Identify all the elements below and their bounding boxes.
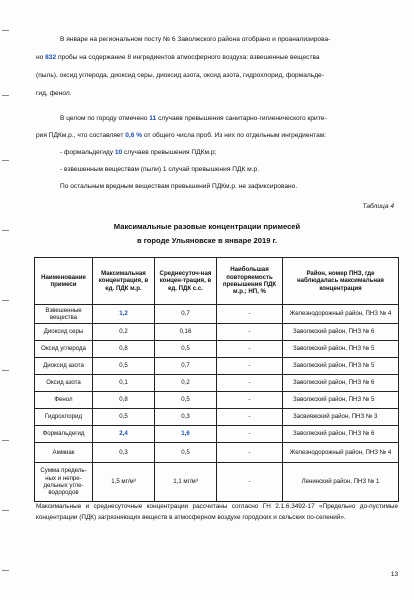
paragraph-2: В целом по городу отмечено 11 случаев превышения санитарно-гигиенического крите- (60, 115, 327, 122)
cell-max: 0,5 (93, 358, 155, 375)
cell-np: - (217, 358, 283, 375)
cell-max: 2,4 (93, 426, 155, 443)
cell-np: - (217, 392, 283, 409)
cell-max: 0,2 (93, 324, 155, 341)
cell-avg: 0,7 (155, 358, 217, 375)
table-caption: Таблица 4 (362, 203, 394, 210)
cell-district: Заволжский район, ПНЗ № 5 (283, 358, 399, 375)
cell-district: Заволжский район, ПНЗ № 5 (283, 392, 399, 409)
cell-substance: Взвешенные вещества (35, 305, 93, 324)
table-title-line-1: Максимальные разовые концентрации примесей (113, 222, 301, 231)
cell-substance: Сумма предель-ных и непре-дельных угле-водородов (35, 463, 93, 502)
cell-max: 0,8 (93, 392, 155, 409)
cell-substance: Диоксид серы (35, 324, 93, 341)
cell-district: Ленинский район, ПНЗ № 1 (283, 463, 399, 502)
cell-avg: 0,3 (155, 409, 217, 426)
cell-avg: 1,1 мг/м³ (155, 463, 217, 502)
table-row (35, 341, 399, 358)
paragraph-1: В январе на региональном посту № 6 Заволжского района отобрано и проанализирова- (60, 36, 331, 43)
paragraph-1-line-3: (пыль), оксид углерода, диоксид серы, диоксид азота, оксид азота, гидрохлорид, формальде- (36, 72, 324, 79)
cell-substance: Диоксид азота (35, 358, 93, 375)
cell-max: 0,3 (93, 443, 155, 463)
cell-avg: 0,2 (155, 375, 217, 392)
cell-avg: 0,7 (155, 305, 217, 324)
header-np: Наибольшая повторяемость превышения ПДК м.р.; НП, % (217, 258, 283, 305)
cell-substance: Гидрохлорид (35, 409, 93, 426)
paragraph-1-line-2: но 832 пробы на содержание 8 ингредиентов атмосферного воздуха: взвешенные вещества (36, 54, 320, 61)
cell-max: 0,5 (93, 409, 155, 426)
cell-max: 0,1 (93, 375, 155, 392)
footnote: Максимальные и среднесуточные концентрации рассчитаны согласно ГН 2.1.6.3492-17 «Предельно до-пустимые концентрации (ПДК) загрязняющих веществ в атмосферном воздухе городских и сельских по-селений». (36, 503, 398, 521)
cell-max: 1,2 (93, 305, 155, 324)
cell-avg: 0,16 (155, 324, 217, 341)
header-max: Максимальная концентрация, в ед. ПДК м.р. (93, 258, 155, 305)
cell-substance: Аммиак (35, 443, 93, 463)
cell-avg: 0,5 (155, 392, 217, 409)
binding-edge (0, 0, 12, 600)
cell-substance: Формальдегид (35, 426, 93, 443)
cell-substance: Фенол (35, 392, 93, 409)
cell-np: - (217, 305, 283, 324)
cell-district: Засвияжский район, ПНЗ № 3 (283, 409, 399, 426)
paragraph-1-line-4: гид, фенол. (36, 90, 72, 97)
table-row (35, 392, 399, 409)
table-header-row (35, 258, 399, 305)
cell-substance: Оксид углерода (35, 341, 93, 358)
table-row (35, 375, 399, 392)
cell-np: - (217, 409, 283, 426)
cell-np: - (217, 341, 283, 358)
table-row (35, 463, 399, 502)
cell-avg: 0,5 (155, 341, 217, 358)
cell-district: Заволжский район, ПНЗ № 6 (283, 426, 399, 443)
concentration-table (34, 257, 399, 502)
table-title-line-2: в городе Ульяновске в январе 2019 г. (136, 236, 278, 245)
bullet-formaldehyde: - формальдегиду 10 случаев превышения ПДКм.р; (60, 149, 217, 156)
table-row (35, 426, 399, 443)
cell-np: - (217, 443, 283, 463)
cell-avg: 0,5 (155, 443, 217, 463)
cell-district: Железнодорожный район, ПНЗ № 4 (283, 305, 399, 324)
page-number: 13 (390, 571, 398, 578)
sample-count: 832 (45, 54, 57, 61)
bullet-dust: - взвешенным веществам (пыли) 1 случай превышения ПДК м.р. (60, 166, 260, 173)
cell-max: 0,8 (93, 341, 155, 358)
cell-district: Заволжский район, ПНЗ № 5 (283, 341, 399, 358)
paragraph-2-line-2: рия ПДКм.р., что составляет 0,6 % от общего числа проб. Из них по отдельным ингредиентам: (36, 132, 327, 139)
table-row (35, 324, 399, 341)
paragraph-3: По остальным вредным веществам превышений ПДКм.р. не зафиксировано. (60, 183, 298, 190)
table-row (35, 358, 399, 375)
cell-district: Заволжский район, ПНЗ № 6 (283, 375, 399, 392)
cell-avg: 1,6 (155, 426, 217, 443)
cell-np: - (217, 463, 283, 502)
cell-substance: Оксид азота (35, 375, 93, 392)
table-row (35, 409, 399, 426)
cell-max: 1,5 мг/м³ (93, 463, 155, 502)
cell-district: Железнодорожный район, ПНЗ № 4 (283, 443, 399, 463)
table-row (35, 443, 399, 463)
header-district: Район, номер ПНЗ, где наблюдалась максимальная концентрация (283, 258, 399, 305)
cell-np: - (217, 375, 283, 392)
header-avg: Среднесуточ-ная концен-трация, в ед. ПДК с.с. (155, 258, 217, 305)
cell-np: - (217, 426, 283, 443)
cell-district: Заволжский район, ПНЗ № 6 (283, 324, 399, 341)
header-substance: Наименование примеси (35, 258, 93, 305)
cell-np: - (217, 324, 283, 341)
table-row (35, 305, 399, 324)
